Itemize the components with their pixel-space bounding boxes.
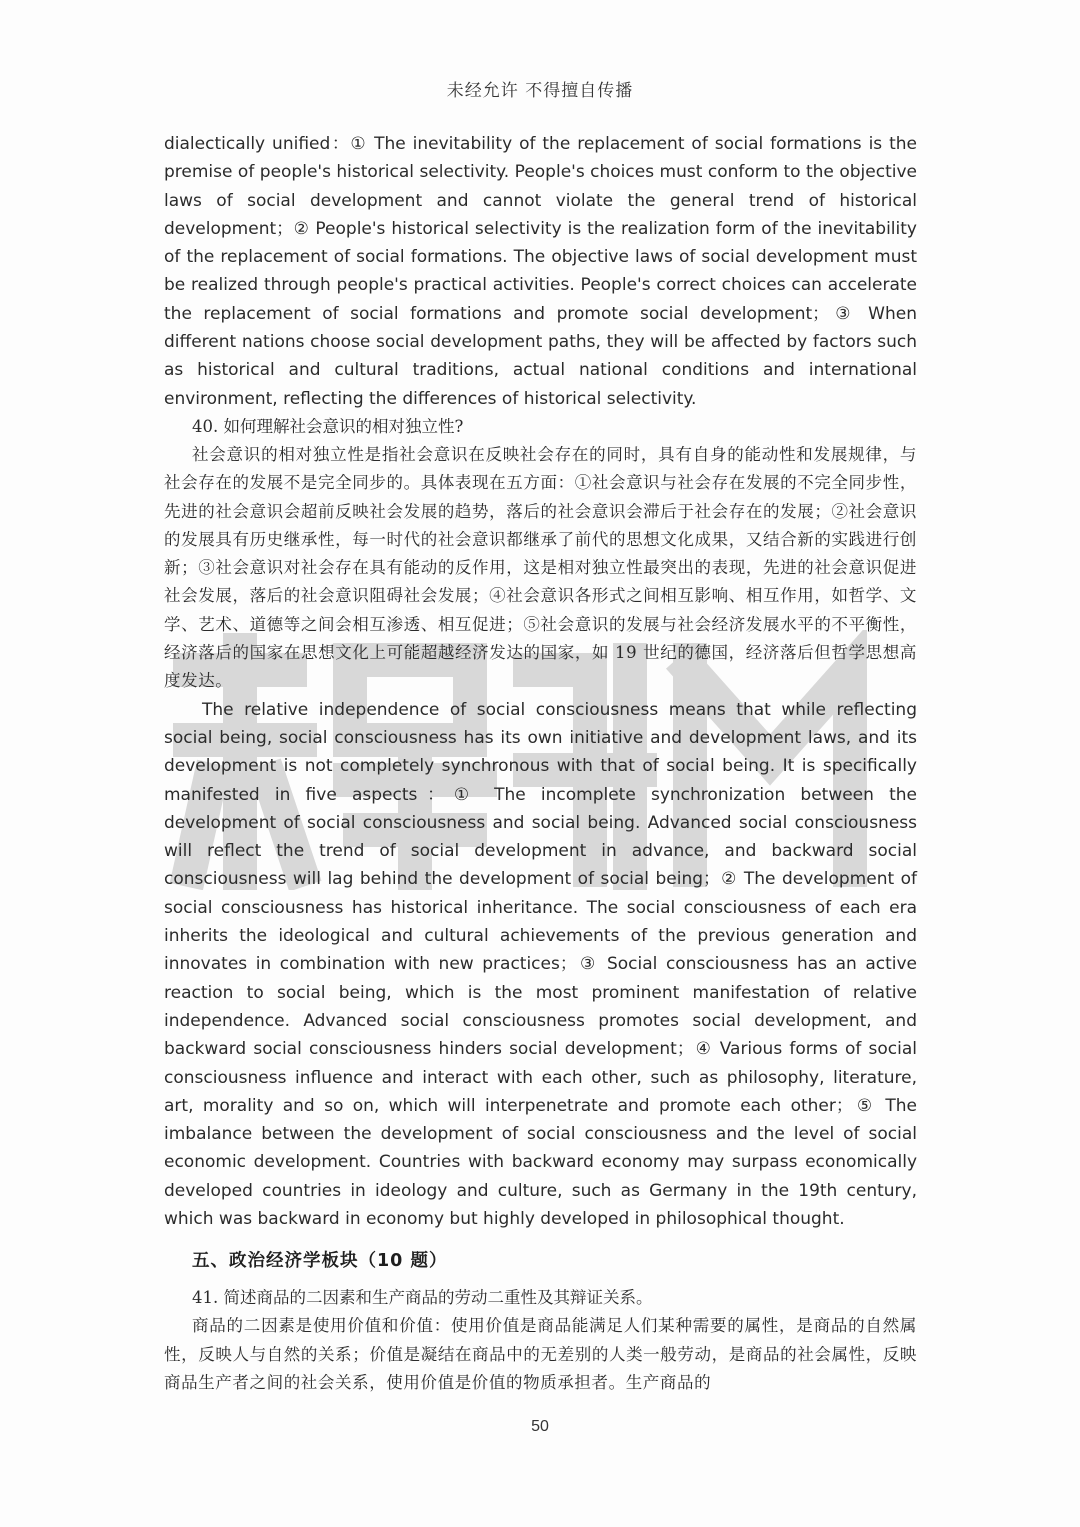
answer-41-chinese: 商品的二因素是使用价值和价值：使用价值是商品能满足人们某种需要的属性，是商品的自然属性，反映人与自然的关系；价值是凝结在商品中的无差别的人类一般劳动，是商品的社会属性，反映商品生产者之间的社会关系，使用价值是价值的物质承担者。生产商品的 (164, 1316, 917, 1392)
answer-40-english: The relative independence of social consciousness means that while reflecting social being, social consciousness has its own initiative and development laws, and its development is not completely synchronous with that of social being. It is specifically manifested in five aspects：① The incomplete synchronization between the development of social consciousness and social being. Advanced social consciousness will reflect the trend of social development in advance, and backward social consciousness will lag behind the development of social being；② The development of social consciousness has historical inheritance. The social consciousness of each era inherits the ideological and cultural achievements of the previous generation and innovates in combination with new practices；③ Social consciousness has an active reaction to social being, which is the most prominent manifestation of relative independence. Advanced social consciousness promotes social development, and backward social consciousness hinders social development；④ Various forms of social consciousness influence and interact with each other, such as philosophy, literature, art, morality and so on, which will interpenetrate and promote each other；⑤ The imbalance between the development of social consciousness and the level of social economic development. Countries with backward economy may surpass economically developed countries in ideology and culture, such as Germany in the 19th century, which was backward in economy but highly developed in philosophical thought. (164, 699, 917, 1229)
paragraph-historical-selectivity: dialectically unified：① The inevitability of the replacement of social formations is the premise of people's historical selectivity. People's choices must conform to the objective laws of social development and cannot violate the general trend of historical development；② People's historical selectivity is the realization form of the inevitability of the replacement of social formations. The objective laws of social development must be realized through people's practical activities. People's correct choices can accelerate the replacement of social formations and promote social development；③ When different nations choose social development paths, they will be affected by factors such as historical and cultural traditions, actual national conditions and international environment, reflecting the differences of historical selectivity. (164, 134, 917, 409)
answer-40-chinese: 社会意识的相对独立性是指社会意识在反映社会存在的同时，具有自身的能动性和发展规律，与社会存在的发展不是完全同步的。具体表现在五方面：①社会意识与社会存在发展的不完全同步性，先进的社会意识会超前反映社会发展的趋势，落后的社会意识会滞后于社会存在的发展；②社会意识的发展具有历史继承性，每一时代的社会意识都继承了前代的思想文化成果，又结合新的实践进行创新；③社会意识对社会存在具有能动的反作用，这是相对独立性最突出的表现，先进的社会意识促进社会发展，落后的社会意识阻碍社会发展；④社会意识各形式之间相互影响、相互作用，如哲学、文学、艺术、道德等之间会相互渗透、相互促进；⑤社会意识的发展与社会经济发展水平的不平衡性，经济落后的国家在思想文化上可能超越经济发达的国家，如 19 世纪的德国，经济落后但哲学思想高度发达。 (164, 444, 917, 691)
question-41: 41. 简述商品的二因素和生产商品的劳动二重性及其辩证关系。 (192, 1288, 653, 1308)
main-content (164, 130, 917, 1397)
copyright-notice: 未经允许 不得擅自传播 (446, 81, 634, 101)
section-title-political-economy: 五、政治经济学板块（10 题） (192, 1251, 448, 1272)
question-40: 40. 如何理解社会意识的相对独立性? (192, 416, 464, 436)
page-number: 50 (531, 1418, 549, 1435)
